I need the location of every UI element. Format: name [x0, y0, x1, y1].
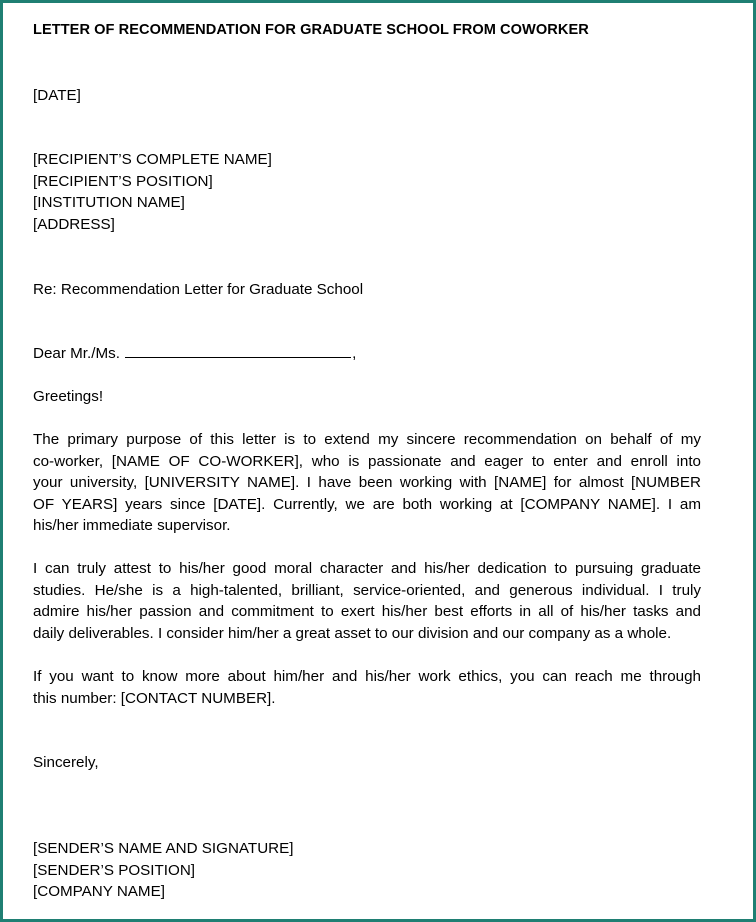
date-placeholder: [DATE]	[33, 87, 81, 104]
re-line: Re: Recommendation Letter for Graduate School	[33, 281, 364, 298]
paragraph-line: your university, [UNIVERSITY NAME]. I have been working with [NAME] for almost [NUMBER	[33, 474, 701, 491]
salutation	[33, 343, 356, 365]
sender-name-signature: [SENDER’S NAME AND SIGNATURE]	[33, 840, 294, 857]
paragraph-line: daily deliverables. I consider him/her a great asset to our division and our company as a whole.	[33, 624, 672, 642]
salutation-suffix: ,	[352, 345, 357, 362]
paragraph-line: admire his/her passion and commitment to exert his/her best efforts in all of his/her tasks and	[33, 603, 701, 620]
salutation-prefix: Dear Mr./Ms.	[33, 345, 120, 362]
body-paragraph-3	[33, 666, 701, 709]
sender-position: [SENDER’S POSITION]	[33, 862, 196, 879]
paragraph-line: The primary purpose of this letter is to extend my sincere recommendation on behalf of my	[33, 431, 701, 448]
letter-title: LETTER OF RECOMMENDATION FOR GRADUATE SCHOOL FROM COWORKER	[33, 22, 589, 38]
greeting: Greetings!	[33, 388, 104, 405]
recipient-address: [ADDRESS]	[33, 216, 115, 233]
paragraph-line: co-worker, [NAME OF CO-WORKER], who is passionate and eager to enter and enroll into	[33, 452, 701, 470]
paragraph-line: his/her immediate supervisor.	[33, 517, 231, 534]
paragraph-line: I can truly attest to his/her good moral character and his/her dedication to pursuing graduate	[33, 560, 701, 577]
closing: Sincerely,	[33, 754, 99, 771]
recipient-position: [RECIPIENT’S POSITION]	[33, 173, 213, 190]
paragraph-line: studies. He/she is a high-talented, brilliant, service-oriented, and generous individual. I truly	[33, 581, 701, 599]
paragraph-line: OF YEARS] years since [DATE]. Currently, we are both working at [COMPANY NAME]. I am	[33, 495, 701, 513]
recipient-name: [RECIPIENT’S COMPLETE NAME]	[33, 151, 272, 168]
sender-company: [COMPANY NAME]	[33, 883, 165, 900]
paragraph-line: this number: [CONTACT NUMBER].	[33, 689, 276, 707]
body-paragraph-2	[33, 558, 701, 644]
recipient-institution: [INSTITUTION NAME]	[33, 194, 185, 211]
salutation-blank-line	[125, 343, 351, 358]
body-paragraph-1	[33, 429, 701, 537]
paragraph-line: If you want to know more about him/her and his/her work ethics, you can reach me through	[33, 668, 701, 685]
